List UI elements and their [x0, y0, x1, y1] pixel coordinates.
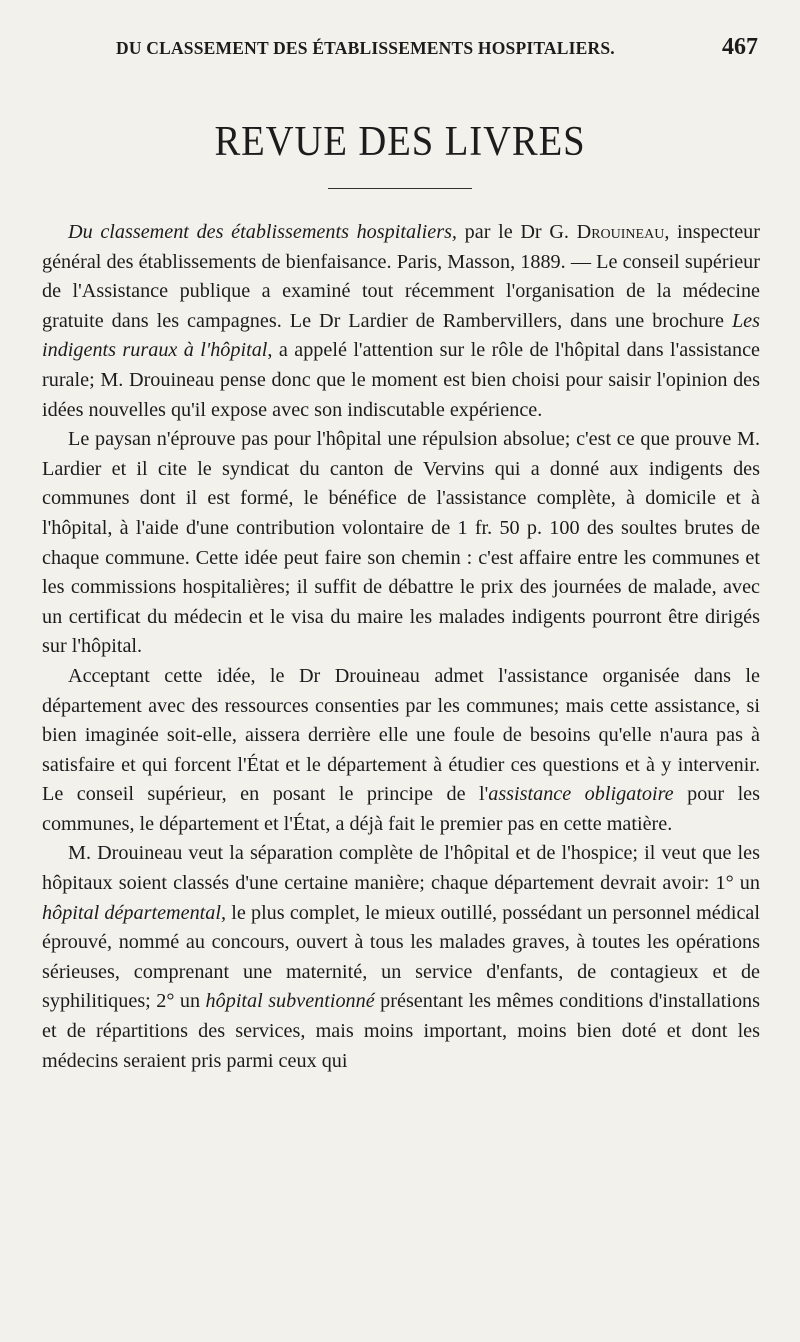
page-number: 467 — [722, 34, 758, 60]
author-name: Drouineau — [576, 221, 665, 243]
paragraph-3-text-a: Acceptant cette idée, le Dr Drouineau admet l'assistance organisée dans le département avec des ressources consenties par les communes; mais cette assistance, si bien imaginée soit-elle, aissera derrière elle une foule de besoins qu'elle n'aura pas à satisfaire et qui forcent l'État et le département à étudier ces questions et à y intervenir. Le conseil supérieur, en posant le principe de l' — [42, 664, 760, 806]
paragraph-4-text-c: présentant les mêmes conditions d'installations et de répartitions des services, mais moins important, moins bien doté et dont les médecins seraient pris parmi ceux qui — [42, 990, 760, 1072]
paragraph-1-text-b: , inspecteur général des établissements de bienfaisance. Paris, Masson, 1889. — Le conseil supérieur de l'Assistance publique a examiné tout récemment l'organisation de la médecine gratuite dans les campagnes. Le Dr Lardier de Rambervillers, dans une brochure — [42, 221, 760, 332]
book-title: Du classement des établissements hospitaliers, — [68, 221, 457, 243]
paragraph-1-text-a: par le Dr G. — [456, 221, 577, 243]
paragraph-3-text-b: pour les communes, le département et l'État, a déjà fait le premier pas en cette matière. — [42, 783, 760, 835]
paragraph-3 — [42, 662, 760, 840]
title-divider — [328, 188, 472, 189]
paragraph-1-text-c: , a appelé l'attention sur le rôle de l'hôpital dans l'assistance rurale; M. Drouineau pense donc que le moment est bien choisi pour saisir l'opinion des idées nouvelles qu'il expose avec son indiscutable expérience. — [42, 339, 761, 421]
running-header — [116, 34, 758, 61]
paragraph-1 — [42, 218, 760, 425]
cited-brochure-title: Les indigents ruraux à l'hôpital — [42, 309, 760, 362]
term-hopital-subventionne: hôpital subventionné — [205, 990, 375, 1013]
paragraph-4-text-a: M. Drouineau veut la séparation complète de l'hôpital et de l'hospice; il veut que les hôpitaux soient classés d'une certaine manière; chaque département devrait avoir: 1° un — [42, 842, 760, 895]
paragraph-4 — [42, 839, 760, 1076]
section-title: REVUE DES LIVRES — [214, 119, 586, 165]
emphasis-assistance-obligatoire: assistance obligatoire — [488, 783, 674, 806]
term-hopital-departemental: hôpital départemental, — [42, 901, 227, 924]
paragraph-2: Le paysan n'éprouve pas pour l'hôpital une répulsion absolue; c'est ce que prouve M. Lardier et il cite le syndicat du canton de Vervins qui a donné aux indigents des communes dont il est formé, le bénéfice de l'assistance complète, à domicile et à l'hôpital, à l'aide d'une contribution volontaire de 1 fr. 50 p. 100 des soultes brutes de chaque commune. Cette idée peut faire son chemin : c'est affaire entre les communes et les commissions hospitalières; il suffit de débattre le prix des journées de malade, avec un certificat du médecin et le visa du maire les malades indigents pourront être dirigés sur l'hôpital. — [42, 428, 760, 658]
running-title: DU CLASSEMENT DES ÉTABLISSEMENTS HOSPITALIERS. — [116, 38, 615, 58]
paragraph-4-text-b: le plus complet, le mieux outillé, possédant un personnel médical éprouvé, nommé au concours, ouvert à tous les malades graves, à toutes les opérations sérieuses, comprenant une maternité, un service d'enfants, de contagieux et de syphilitiques; 2° un — [42, 901, 760, 1013]
article-body — [42, 218, 760, 1076]
